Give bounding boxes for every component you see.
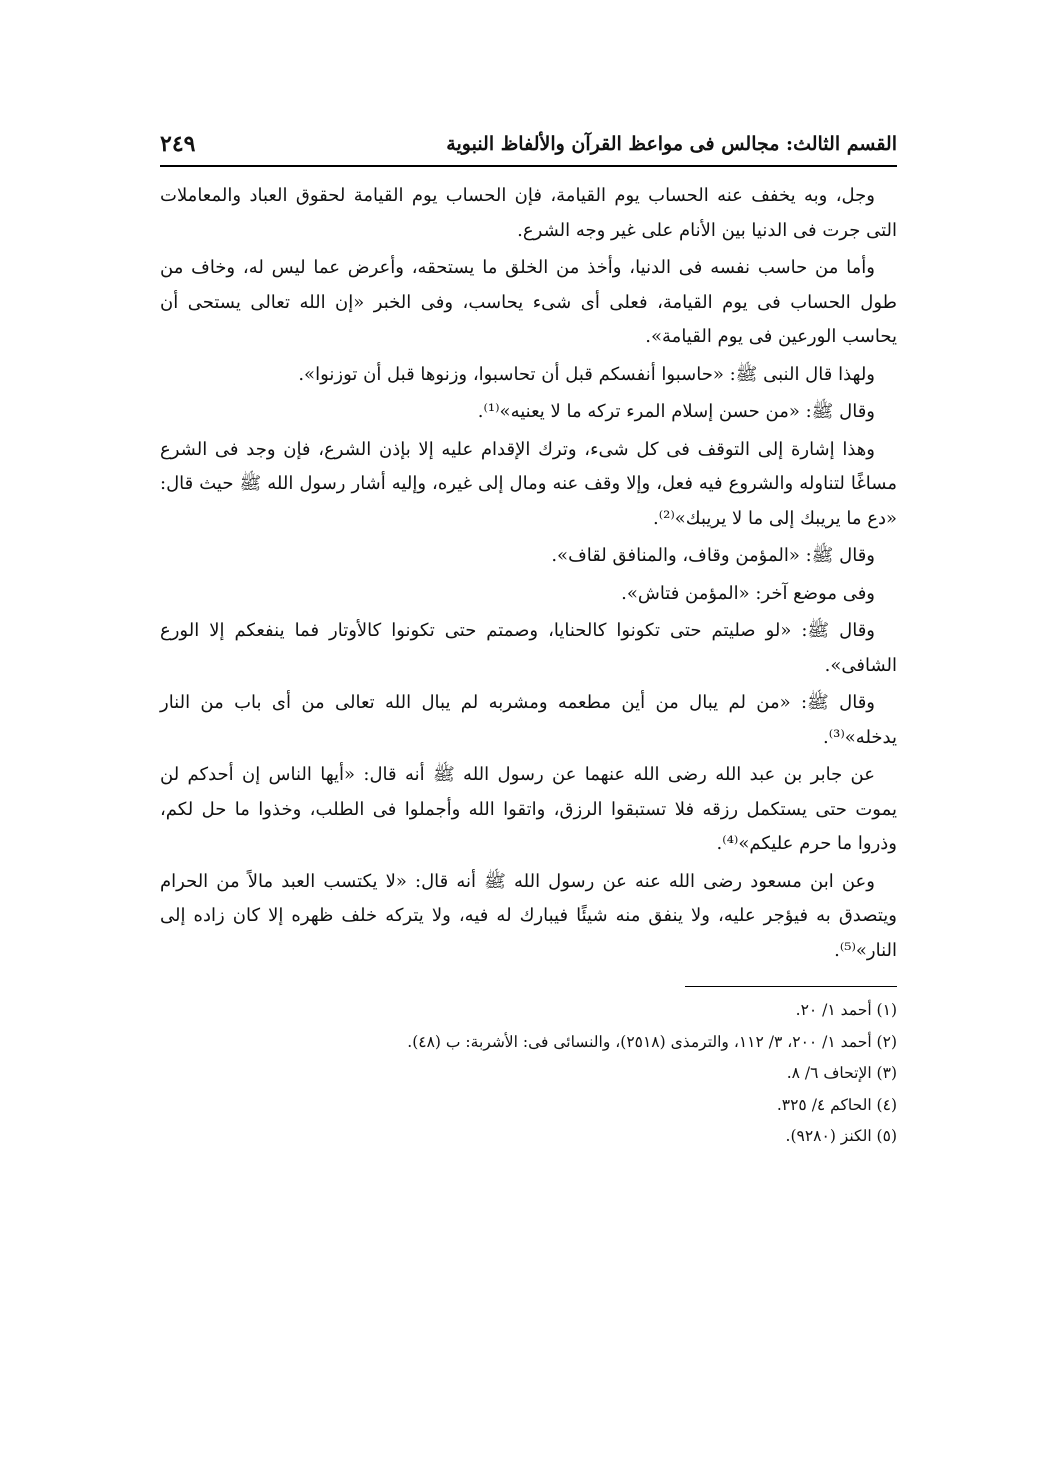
paragraph-1: وجل، وبه يخفف عنه الحساب يوم القيامة، فإن الحساب يوم القيامة لحقوق العباد والمعاملات التى جرت فى الدنيا بين الأنام على غير وجه الشرع. [160,185,897,241]
footnote-separator [685,986,897,987]
paragraph-6: وقال ﷺ: «المؤمن وقاف، والمنافق لقاف». [551,545,875,566]
footnote-2: (٢) أحمد ١/ ٢٠٠، ٣/ ١١٢، والترمذى (٢٥١٨)، والنسائى فى: الأشربة: ب (٤٨). [407,1032,897,1051]
footnote-5: (٥) الكنز (٩٢٨٠). [785,1127,897,1145]
footnote-1: (١) أحمد ١/ ٢٠. [795,1001,897,1019]
paragraph-4: وقال ﷺ: «من حسن إسلام المرء تركه ما لا يعنيه»⁽¹⁾. [477,401,875,422]
paragraph-3: ولهذا قال النبى ﷺ: «حاسبوا أنفسكم قبل أن تحاسبوا، وزنوها قبل أن توزنوا». [298,363,875,385]
paragraph-2: وأما من حاسب نفسه فى الدنيا، وأخذ من الخلق ما يستحقه، وأعرض عما ليس له، وخاف من طول الحساب فى يوم القيامة، فعلى أى شىء يحاسب، وفى الخبر «إن الله تعالى يستحى أن يحاسب الورعين فى يوم القيامة». [160,257,897,347]
running-header [160,125,897,167]
footnotes [160,995,897,1153]
paragraph-8: وقال ﷺ: «لو صليتم حتى تكونوا كالحنايا، وصمتم حتى تكونوا كالأوتار فما ينفعكم إلا الورع الشافى». [160,620,897,676]
paragraph-9: وقال ﷺ: «من لم يبال من أين مطعمه ومشربه لم يبال الله تعالى من أى باب من النار يدخله»⁽³⁾. [160,692,897,748]
book-page [160,125,897,1365]
chapter-title: القسم الثالث: مجالس فى مواعظ القرآن والألفاظ النبوية [446,133,897,155]
paragraph-10: عن جابر بن عبد الله رضى الله عنهما عن رسول الله ﷺ أنه قال: «أيها الناس إن أحدكم لن يموت حتى يستكمل رزقه فلا تستبقوا الرزق، واتقوا الله وأجملوا فى الطلب، وخذوا ما حل لكم، وذروا ما حرم عليكم»⁽⁴⁾. [160,764,897,854]
paragraph-5: وهذا إشارة إلى التوقف فى كل شىء، وترك الإقدام عليه إلا بإذن الشرع، فإن وجد فى الشرع مساغًا لتناوله والشروع فيه فعل، وإلا وقف عنه ومال إلى غيره، وإليه أشار رسول الله ﷺ حيث قال: «دع ما يريبك إلى ما لا يريبك»⁽²⁾. [160,438,897,529]
body-text [160,179,897,968]
footnote-4: (٤) الحاكم ٤/ ٣٢٥. [776,1095,897,1114]
footnote-3: (٣) الإتحاف ٦/ ٨. [786,1064,897,1082]
paragraph-7: وفى موضع آخر: «المؤمن فتاش». [621,582,875,604]
paragraph-11: وعن ابن مسعود رضى الله عنه عن رسول الله ﷺ أنه قال: «لا يكتسب العبد مالاً من الحرام ويتصدق به فيؤجر عليه، ولا ينفق منه شيئًا فيبارك له فيه، ولا يتركه خلف ظهره إلا كان زاده إلى النار»⁽⁵⁾. [160,870,897,961]
page-number: ٢٤٩ [160,131,196,157]
